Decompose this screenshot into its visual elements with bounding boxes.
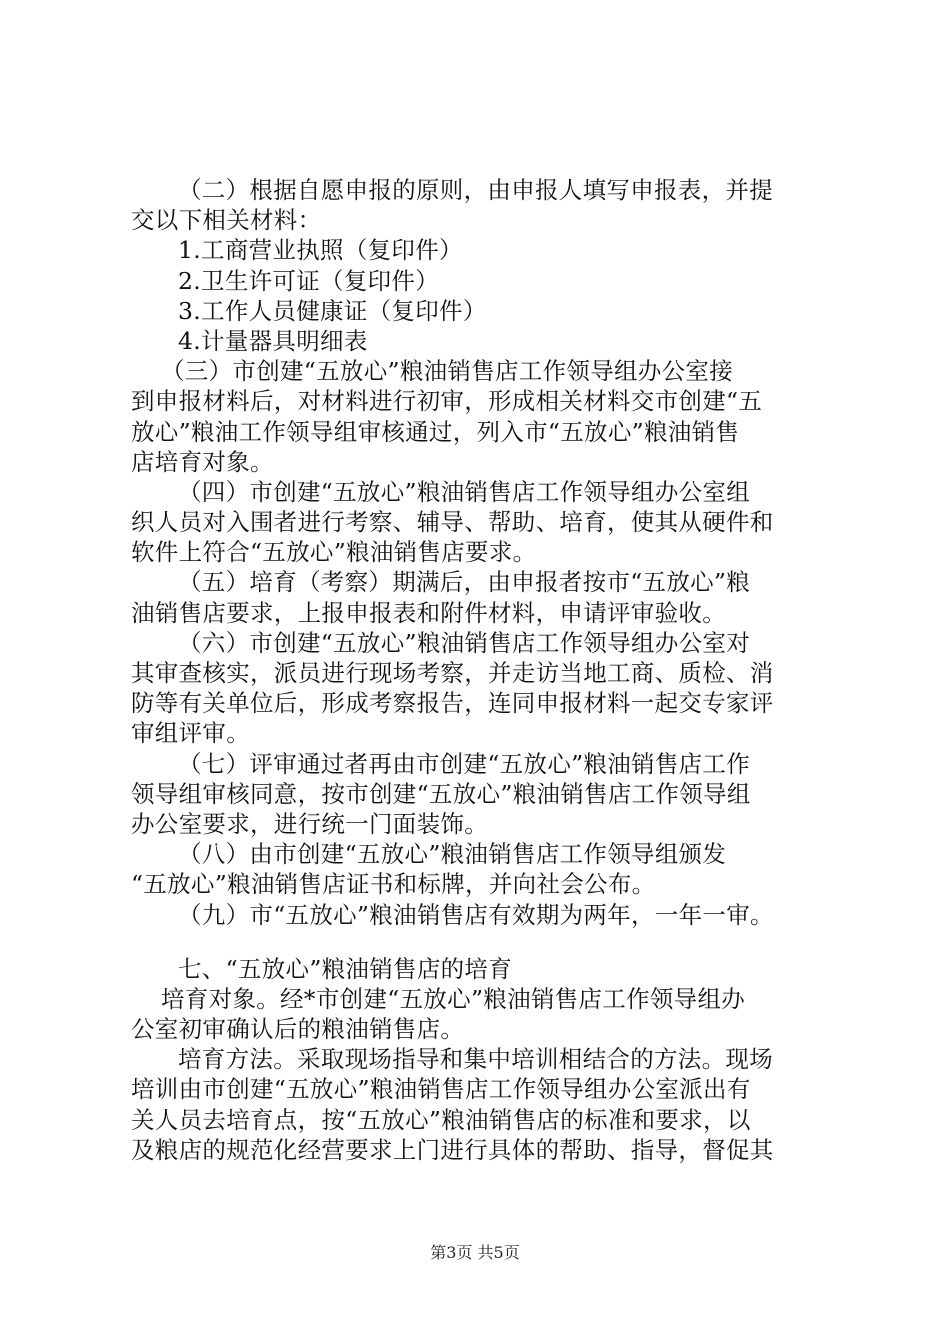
list-item [131, 235, 843, 265]
text-line: 办公室要求，进行统一门面装饰。 [131, 809, 488, 838]
text-line: 2.卫生许可证（复印件） [178, 266, 440, 295]
text-line: （四）市创建“五放心”粮油销售店工作领导组办公室组 [178, 477, 751, 506]
text-line: 到申报材料后，对材料进行初审，形成相关材料交市创建“五 [131, 387, 763, 416]
list-item [131, 266, 843, 296]
text-line: （三）市创建“五放心”粮油销售店工作领导组办公室接 [161, 357, 734, 386]
paragraph-5 [131, 567, 843, 627]
text-line: 公室初审确认后的粮油销售店。 [131, 1015, 465, 1044]
paragraph-6 [131, 628, 843, 749]
paragraph-7 [131, 749, 843, 840]
paragraph-8 [131, 839, 843, 899]
text-line: 店培育对象。 [131, 447, 274, 476]
text-line: （五）培育（考察）期满后，由申报者按市“五放心”粮 [178, 568, 751, 597]
text-line: 培育对象。经*市创建“五放心”粮油销售店工作领导组办 [161, 984, 746, 1013]
text-line: （二）根据自愿申报的原则，由申报人填写申报表，并提 [178, 176, 773, 204]
text-line: 防等有关单位后，形成考察报告，连同申报材料一起交专家评 [131, 689, 774, 718]
text-line: （九）市“五放心”粮油销售店有效期为两年，一年一审。 [178, 900, 774, 929]
paragraph-training-target [131, 984, 843, 1044]
text-line: 培训由市创建“五放心”粮油销售店工作领导组办公室派出有 [131, 1075, 751, 1104]
text-line: 织人员对入围者进行考察、辅导、帮助、培育，使其从硬件和 [131, 508, 774, 537]
page-number-footer: 第3页 共5页 [430, 1243, 520, 1262]
text-line: （八）由市创建“五放心”粮油销售店工作领导组颁发 [178, 840, 727, 869]
text-line: 其审查核实，派员进行现场考察，并走访当地工商、质检、消 [131, 659, 774, 687]
text-line: 油销售店要求，上报申报表和附件材料，申请评审验收。 [131, 598, 726, 627]
text-line: “五放心”粮油销售店证书和标牌，并向社会公布。 [131, 870, 656, 899]
paragraph-9 [131, 900, 843, 930]
text-line: 关人员去培育点，按“五放心”粮油销售店的标准和要求，以 [131, 1105, 751, 1134]
text-line: 1.工商营业执照（复印件） [178, 236, 463, 265]
paragraph-2 [131, 175, 843, 235]
text-line: （七）评审通过者再由市创建“五放心”粮油销售店工作 [178, 749, 751, 778]
text-line: 交以下相关材料： [131, 206, 322, 235]
text-line: （六）市创建“五放心”粮油销售店工作领导组办公室对 [178, 628, 751, 657]
text-line: 审组评审。 [131, 719, 250, 748]
text-line: 培育方法。采取现场指导和集中培训相结合的方法。现场 [178, 1045, 773, 1074]
text-line: 放心”粮油工作领导组审核通过，列入市“五放心”粮油销售 [131, 417, 740, 446]
section-heading [131, 954, 843, 984]
paragraph-4 [131, 477, 843, 568]
list-item [131, 326, 843, 356]
document-body [131, 175, 843, 1165]
text-line: 七、“五放心”粮油销售店的培育 [178, 954, 513, 983]
text-line: 领导组审核同意，按市创建“五放心”粮油销售店工作领导组 [131, 779, 751, 808]
text-line: 及粮店的规范化经营要求上门进行具体的帮助、指导，督促其 [131, 1135, 774, 1164]
text-line: 3.工作人员健康证（复印件） [178, 296, 487, 325]
text-line: 4.计量器具明细表 [178, 326, 368, 355]
text-line: 软件上符合“五放心”粮油销售店要求。 [131, 538, 537, 567]
paragraph-training-method [131, 1044, 843, 1165]
paragraph-3 [131, 356, 843, 477]
list-item [131, 296, 843, 326]
